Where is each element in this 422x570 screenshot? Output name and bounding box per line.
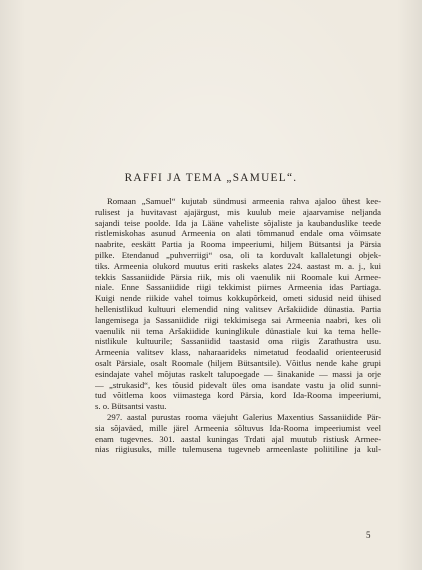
text-line: Armeenia valitsev klass, naharaarideks nimetatud feodaalid orienteerusid [95,347,381,358]
text-line: tekkis Sassaniidide Pärsia riik, mis oli vaenulik nii Roomale kui Armee- [95,271,381,282]
text-line: esindajate vahel mõjutas raskelt talupoegade — šinakanide — massi ja orje [95,368,381,379]
text-line: tud võitlema koos viimastega kord Pärsia, kord Ida-Rooma impeeriumi, [95,390,381,401]
text-line: nias riigiusuks, mille tulemusena tugevneb armeenlaste poliitiline ja kul- [95,444,381,455]
page-number: 5 [366,530,371,540]
text-line: sia sõjaväed, mille järel Armeenia sõltuvus Ida-Rooma impeeriumist veel [95,422,381,433]
text-line: Romaan „Samuel“ kujutab sündmusi armeenia rahva ajaloo ühest kee- [107,196,381,206]
chapter-title: RAFFI JA TEMA „SAMUEL“. [124,172,298,184]
text-line: Kuigi nende riikide vahel toimus kokkupõrkeid, ometi sidusid neid ühised [95,293,381,304]
text-line: naabrite, eeskätt Partia ja Rooma impeeriumi, hiljem Bütsantsi ja Pärsia [95,239,381,250]
text-line: s. o. Bütsantsi vastu. [95,401,167,412]
text-line: vaenulik nii tema Aršakiidide kuninglikule dünastiale kui ka tema helle- [95,325,381,336]
text-line: osalt Pärsiale, osalt Roomale (hiljem Bütsantsile). Võitlus nende kahe grupi [95,357,381,368]
text-line: hellenistlikud kultuuri elemendid ning valitsev Aršakiidide dünastia. Partia [95,303,381,314]
text-line: 297. aastal purustas rooma väejuht Galerius Maxentius Sassaniidide Pär- [107,411,381,422]
text-line: ristlemiskohas asunud Armeenia on alati tõmmanud endale oma võimsate [95,228,381,239]
text-line: sajandi teise poolde. Ida ja Lääne vaheliste sõjaliste ja kaubanduslike teede [95,217,381,228]
text-line: enam tugevnes. 301. aastal kuningas Trdati ajal muutub ristiusk Armee- [95,433,381,444]
text-line: pilke. Etendanud „puhverriigi“ osa, oli ta korduvalt kallaletungi objek- [95,249,381,260]
text-line: — „strukasid“, kes tõusid pidevalt üles oma isandate vastu ja olid sunni- [95,379,381,390]
body-text [95,196,381,455]
text-line: langemisega ja Sassaniidide riigi tekkimisega sai Armeenia naabri, kes oli [95,314,381,325]
text-line: nistlikule kultuurile; Sassaniidid taastasid oma riigis Zarathustra usu. [95,336,381,347]
text-line: niale. Enne Sassaniidide riigi tekkimist piirnes Armeenia idas Partiaga. [95,282,381,293]
text-line: tiks. Armeenia olukord muutus eriti raskeks alates 224. aastast m. a. j., kui [95,260,381,271]
text-line: rulisest ja huvitavast ajajärgust, mis kuulub meie ajaarvamise neljanda [95,206,381,217]
